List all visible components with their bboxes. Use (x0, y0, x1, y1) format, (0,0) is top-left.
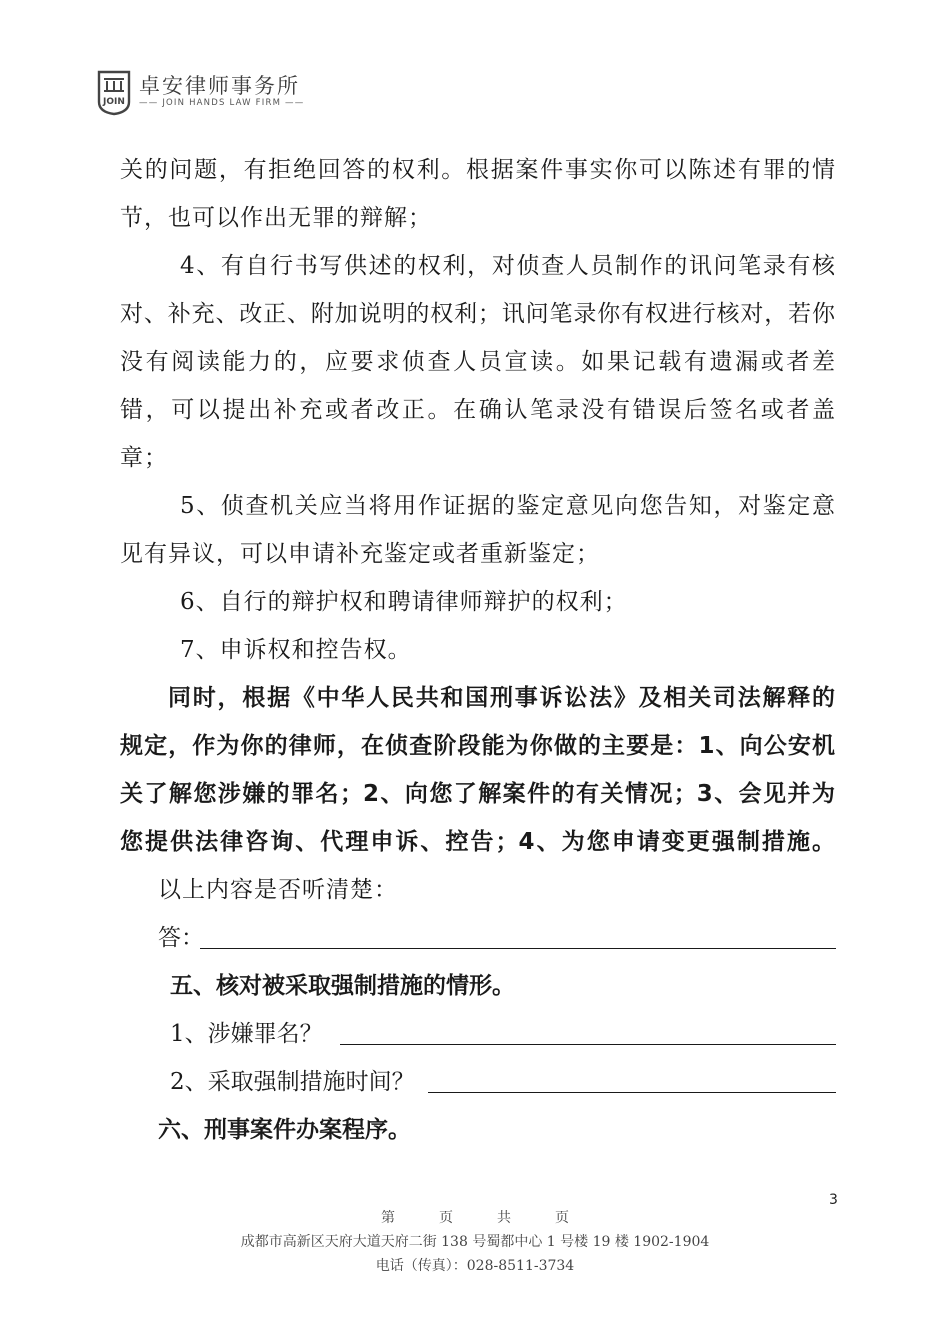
section-6-title: 六、刑事案件办案程序。 (158, 1117, 411, 1143)
body-line-4: 对、补充、改正、附加说明的权利；讯问笔录你有权进行核对，若你 (120, 301, 835, 327)
bold-line-3: 关了解您涉嫌的罪名；2、向您了解案件的有关情况；3、会见并为 (120, 781, 835, 807)
logo-text: JOIN (103, 97, 125, 107)
question-text: 以上内容是否听清楚： (158, 877, 398, 903)
body-line-2: 节，也可以作出无罪的辩解； (120, 205, 432, 231)
body-line-11: 7、申诉权和控告权。 (180, 637, 412, 663)
body-line-7: 章； (120, 445, 168, 471)
firm-logo-icon (95, 68, 133, 116)
charge-field[interactable] (340, 1044, 836, 1045)
body-line-5: 没有阅读能力的，应要求侦查人员宣读。如果记载有遗漏或者差 (120, 349, 835, 375)
page-count-line: 第 页 共 页 (381, 1210, 569, 1226)
firm-name-english: —— JOIN HANDS LAW FIRM —— (139, 98, 305, 108)
body-line-8: 5、侦查机关应当将用作证据的鉴定意见向您告知，对鉴定意 (180, 493, 835, 519)
section-5-title: 五、核对被采取强制措施的情形。 (170, 973, 515, 999)
charge-label: 1、涉嫌罪名？ (170, 1021, 323, 1047)
body-line-9: 见有异议，可以申请补充鉴定或者重新鉴定； (120, 541, 600, 567)
firm-name: 卓安律师事务所 (139, 74, 300, 98)
answer-field[interactable] (200, 948, 836, 949)
body-line-1: 关的问题，有拒绝回答的权利。根据案件事实你可以陈述有罪的情 (120, 157, 835, 183)
measure-time-label: 2、采取强制措施时间？ (170, 1069, 415, 1095)
measure-time-field[interactable] (428, 1092, 836, 1093)
body-line-6: 错，可以提出补充或者改正。在确认笔录没有错误后签名或者盖 (120, 397, 835, 423)
bold-line-4: 您提供法律咨询、代理申诉、控告；4、为您申请变更强制措施。 (120, 829, 835, 855)
bold-line-1: 同时，根据《中华人民共和国刑事诉讼法》及相关司法解释的 (168, 685, 835, 711)
bold-line-2: 规定，作为你的律师，在侦查阶段能为你做的主要是：1、向公安机 (120, 733, 835, 759)
footer-phone: 电话（传真）：028-8511-3734 (375, 1258, 575, 1274)
footer-address: 成都市高新区天府大道天府二街 138 号蜀都中心 1 号楼 19 楼 1902-1904 (240, 1234, 710, 1250)
body-line-3: 4、有自行书写供述的权利，对侦查人员制作的讯问笔录有核 (180, 253, 835, 279)
answer-label: 答： (158, 925, 204, 951)
body-line-10: 6、自行的辩护权和聘请律师辩护的权利； (180, 589, 628, 615)
page-number: 3 (829, 1192, 838, 1208)
